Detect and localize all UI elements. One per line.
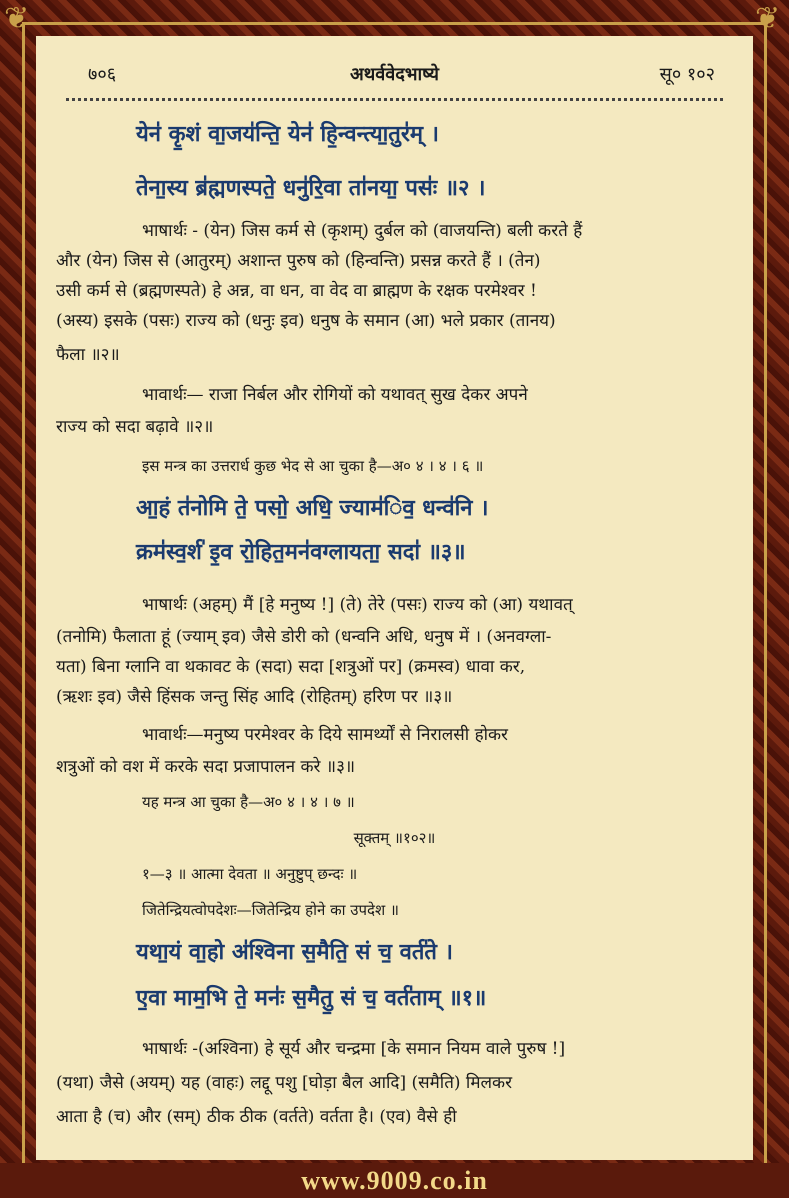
summary-line: शत्रुओं को वश में करके सदा प्रजापालन करे ॥३॥ bbox=[56, 757, 356, 777]
meaning-line: (यथा) जैसे (अयम्) यह (वाहः) लद्दू पशु [घोड़ा बैल आदि] (समैति) मिलकर bbox=[56, 1073, 513, 1093]
mantra-line: क्रम॑स्व॒र्श॑ इ॒व रो॒हित॒मन॑वग्लायता॒ सदा॑ ॥३॥ bbox=[136, 539, 466, 565]
mantra-line: तेना॒स्य ब्र॑ह्मणस्पते॒ धनु॑रि॒वा ता॑नया॒ पसः॑ ॥२ । bbox=[136, 175, 486, 201]
reference-note: इस मन्त्र का उत्तरार्ध कुछ भेद से आ चुका है—अ० ४ । ४ । ६ ॥ bbox=[142, 457, 484, 475]
meaning-line: भाषार्थः -(अश्विना) हे सूर्य और चन्द्रमा [के समान नियम वाले पुरुष !] bbox=[142, 1039, 566, 1059]
meaning-line: आता है (च) और (सम्) ठीक ठीक (वर्तते) वर्तता है। (एव) वैसे ही bbox=[56, 1107, 457, 1127]
book-title: अथर्ववेदभाष्ये bbox=[350, 64, 439, 85]
website-link[interactable]: www.9009.co.in bbox=[301, 1166, 488, 1195]
corner-ornament-icon: ❦ bbox=[4, 1, 30, 36]
meaning-line: और (येन) जिस से (आतुरम्) अशान्त पुरुष को (हिन्वन्ति) प्रसन्न करते हैं । (तेन) bbox=[56, 251, 541, 271]
mantra-line: यथा॒यं वा॒हो अ॑श्विना स॒मैति॒ सं च॒ वर्त॑ते । bbox=[136, 939, 453, 965]
summary-line: भावार्थः—मनुष्य परमेश्वर के दिये सामर्थ्यों से निरालसी होकर bbox=[142, 725, 509, 745]
devata-chhanda: १—३ ॥ आत्मा देवता ॥ अनुष्टुप् छन्दः ॥ bbox=[142, 865, 358, 883]
meaning-line: भाषार्थः - (येन) जिस कर्म से (कृशम्) दुर्बल को (वाजयन्ति) बली करते हैं bbox=[142, 221, 583, 241]
sukta-heading: सूक्तम् ॥१०२॥ bbox=[353, 829, 436, 847]
mantra-line: आ॒हं त॑नोमि ते॒ पसो॒ अधि॒ ज्याम॑िव॒ धन्व॑नि । bbox=[136, 495, 489, 521]
meaning-line: यता) बिना ग्लानि वा थकावट के (सदा) सदा [शत्रुओं पर] (क्रमस्व) धावा कर, bbox=[56, 657, 526, 677]
meaning-line: उसी कर्म से (ब्रह्मणस्पते) हे अन्न, वा धन, वा वेद वा ब्राह्मण के रक्षक परमेश्वर ! bbox=[56, 281, 537, 301]
page-number: ७०६ bbox=[88, 64, 117, 85]
mantra-line: ए॒वा माम॒भि ते॒ मनः॑ स॒मैतु॒ सं च॒ वर्त॑ताम् ॥१॥ bbox=[136, 985, 487, 1011]
corner-ornament-icon: ❦ bbox=[755, 1, 781, 36]
book-page bbox=[36, 36, 753, 1160]
meaning-line: (तनोमि) फैलाता हूं (ज्याम् इव) जैसे डोरी को (धन्वनि अधि, धनुष में । (अनवग्ला- bbox=[56, 627, 552, 647]
topic-line: जितेन्द्रियत्वोपदेशः—जितेन्द्रिय होने का उपदेश ॥ bbox=[142, 901, 399, 919]
reference-note: यह मन्त्र आ चुका है—अ० ४ । ४ । ७ ॥ bbox=[142, 793, 355, 811]
header-divider bbox=[66, 98, 723, 101]
meaning-line: (अस्य) इसके (पसः) राज्य को (धनुः इव) धनुष के समान (आ) भले प्रकार (तानय) bbox=[56, 311, 556, 331]
summary-line: भावार्थः— राजा निर्बल और रोगियों को यथावत् सुख देकर अपने bbox=[142, 385, 528, 405]
page-header bbox=[36, 62, 753, 88]
meaning-line: भाषार्थः (अहम्) मैं [हे मनुष्य !] (ते) तेरे (पसः) राज्य को (आ) यथावत् bbox=[142, 595, 573, 615]
sukta-number: सू० १०२ bbox=[659, 64, 715, 85]
meaning-line: (ऋशः इव) जैसे हिंसक जन्तु सिंह आदि (रोहितम्) हरिण पर ॥३॥ bbox=[56, 687, 453, 707]
meaning-line: फैला ॥२॥ bbox=[56, 345, 120, 365]
summary-line: राज्य को सदा बढ़ावे ॥२॥ bbox=[56, 417, 214, 437]
mantra-line: येन॑ कृ॒शं वा॒जय॑न्ति॒ येन॑ हि॒न्वन्त्या॒तुर॑म् । bbox=[136, 121, 439, 147]
